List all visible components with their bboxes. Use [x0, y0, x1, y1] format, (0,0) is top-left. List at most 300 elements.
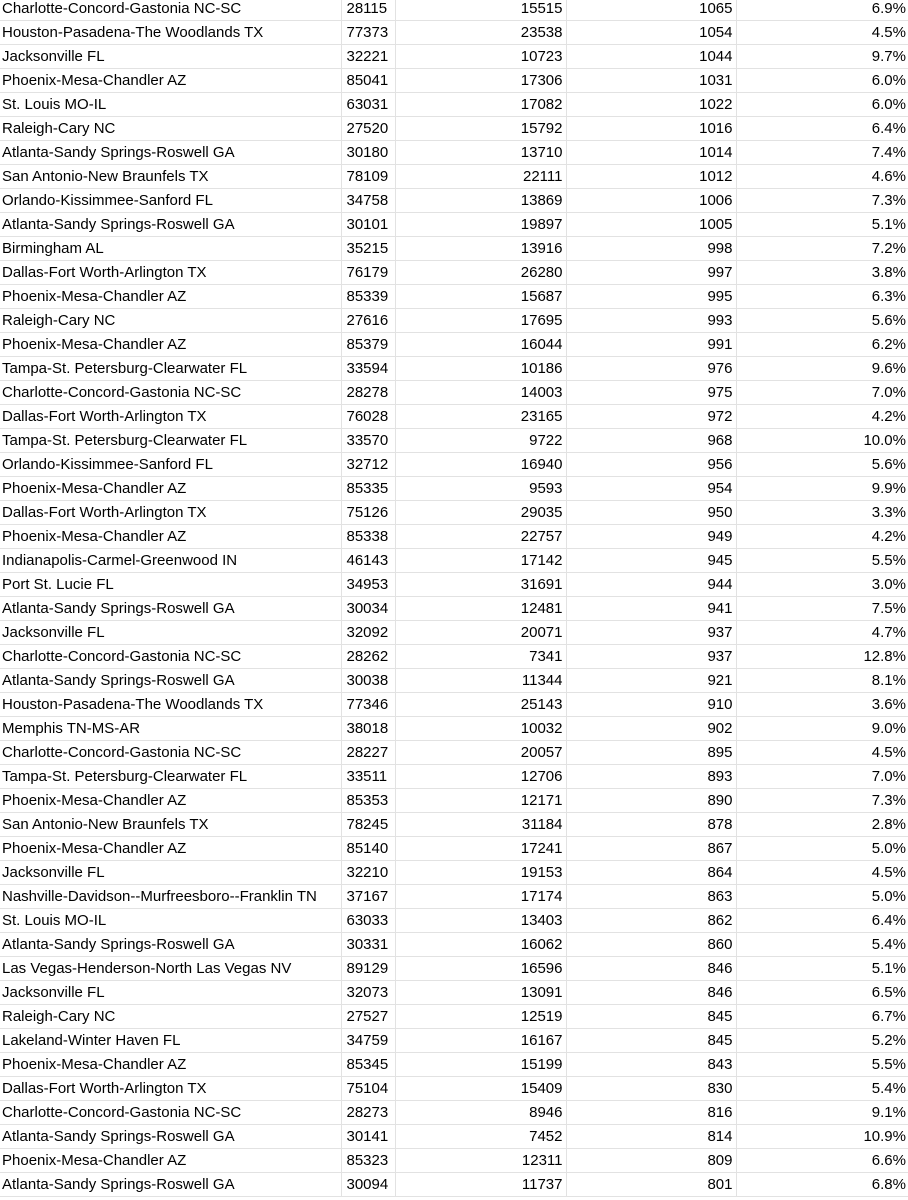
zip-code-cell[interactable]: 85338: [341, 525, 395, 549]
value-b-cell[interactable]: 902: [566, 717, 736, 741]
metro-area-cell[interactable]: Phoenix-Mesa-Chandler AZ: [0, 1053, 341, 1077]
metro-area-cell[interactable]: Dallas-Fort Worth-Arlington TX: [0, 261, 341, 285]
value-a-cell[interactable]: 13403: [395, 909, 566, 933]
zip-code-cell[interactable]: 85041: [341, 69, 395, 93]
table-row: [0, 117, 908, 141]
value-b-cell[interactable]: 863: [566, 885, 736, 909]
zip-code-cell[interactable]: 63033: [341, 909, 395, 933]
zip-code-cell[interactable]: 30038: [341, 669, 395, 693]
value-a-cell[interactable]: 13091: [395, 981, 566, 1005]
value-b-cell[interactable]: 1022: [566, 93, 736, 117]
metro-area-cell[interactable]: Atlanta-Sandy Springs-Roswell GA: [0, 933, 341, 957]
value-a-cell[interactable]: 17142: [395, 549, 566, 573]
metro-area-cell[interactable]: Memphis TN-MS-AR: [0, 717, 341, 741]
zip-code-cell[interactable]: 28273: [341, 1101, 395, 1125]
table-row: [0, 165, 908, 189]
value-a-cell[interactable]: 16044: [395, 333, 566, 357]
percent-cell[interactable]: 3.0%: [736, 573, 908, 597]
zip-code-cell[interactable]: 77346: [341, 693, 395, 717]
value-a-cell[interactable]: 15515: [395, 0, 566, 21]
value-b-cell[interactable]: 949: [566, 525, 736, 549]
metro-area-cell[interactable]: Houston-Pasadena-The Woodlands TX: [0, 693, 341, 717]
percent-cell[interactable]: 7.0%: [736, 381, 908, 405]
table-row: [0, 1053, 908, 1077]
value-b-cell[interactable]: 878: [566, 813, 736, 837]
percent-cell[interactable]: 9.9%: [736, 477, 908, 501]
metro-area-cell[interactable]: Phoenix-Mesa-Chandler AZ: [0, 789, 341, 813]
percent-cell[interactable]: 7.0%: [736, 765, 908, 789]
value-a-cell[interactable]: 29035: [395, 501, 566, 525]
value-a-cell[interactable]: 19897: [395, 213, 566, 237]
percent-cell[interactable]: 5.5%: [736, 549, 908, 573]
value-b-cell[interactable]: 843: [566, 1053, 736, 1077]
percent-cell[interactable]: 9.7%: [736, 45, 908, 69]
value-b-cell[interactable]: 998: [566, 237, 736, 261]
table-row: [0, 21, 908, 45]
zip-code-cell[interactable]: 85140: [341, 837, 395, 861]
table-row: [0, 1125, 908, 1149]
metro-area-cell[interactable]: Tampa-St. Petersburg-Clearwater FL: [0, 429, 341, 453]
metro-area-cell[interactable]: Orlando-Kissimmee-Sanford FL: [0, 453, 341, 477]
table-row: [0, 525, 908, 549]
table-row: [0, 789, 908, 813]
percent-cell[interactable]: 6.6%: [736, 1149, 908, 1173]
zip-code-cell[interactable]: 37167: [341, 885, 395, 909]
value-b-cell[interactable]: 954: [566, 477, 736, 501]
zip-code-cell[interactable]: 78245: [341, 813, 395, 837]
value-b-cell[interactable]: 895: [566, 741, 736, 765]
metro-area-cell[interactable]: Dallas-Fort Worth-Arlington TX: [0, 405, 341, 429]
percent-cell[interactable]: 4.5%: [736, 741, 908, 765]
percent-cell[interactable]: 10.0%: [736, 429, 908, 453]
value-a-cell[interactable]: 16596: [395, 957, 566, 981]
value-b-cell[interactable]: 845: [566, 1005, 736, 1029]
value-b-cell[interactable]: 997: [566, 261, 736, 285]
metro-area-cell[interactable]: Birmingham AL: [0, 237, 341, 261]
value-a-cell[interactable]: 22111: [395, 165, 566, 189]
percent-cell[interactable]: 9.1%: [736, 1101, 908, 1125]
percent-cell[interactable]: 7.3%: [736, 189, 908, 213]
table-row: [0, 1101, 908, 1125]
metro-area-cell[interactable]: Tampa-St. Petersburg-Clearwater FL: [0, 765, 341, 789]
zip-code-cell[interactable]: 28278: [341, 381, 395, 405]
metro-area-cell[interactable]: Houston-Pasadena-The Woodlands TX: [0, 21, 341, 45]
zip-code-cell[interactable]: 35215: [341, 237, 395, 261]
value-a-cell[interactable]: 15792: [395, 117, 566, 141]
table-row: [0, 453, 908, 477]
metro-area-cell[interactable]: Atlanta-Sandy Springs-Roswell GA: [0, 1125, 341, 1149]
table-row: [0, 597, 908, 621]
table-row: [0, 741, 908, 765]
metro-area-cell[interactable]: Phoenix-Mesa-Chandler AZ: [0, 1149, 341, 1173]
percent-cell[interactable]: 6.8%: [736, 1173, 908, 1197]
metro-area-cell[interactable]: Charlotte-Concord-Gastonia NC-SC: [0, 1101, 341, 1125]
zip-code-cell[interactable]: 34758: [341, 189, 395, 213]
percent-cell[interactable]: 7.5%: [736, 597, 908, 621]
table-row: [0, 1173, 908, 1197]
value-a-cell[interactable]: 10032: [395, 717, 566, 741]
table-row: [0, 405, 908, 429]
value-b-cell[interactable]: 864: [566, 861, 736, 885]
table-row: [0, 981, 908, 1005]
zip-code-cell[interactable]: 34759: [341, 1029, 395, 1053]
percent-cell[interactable]: 6.9%: [736, 0, 908, 21]
value-b-cell[interactable]: 1014: [566, 141, 736, 165]
value-a-cell[interactable]: 13869: [395, 189, 566, 213]
metro-area-cell[interactable]: Las Vegas-Henderson-North Las Vegas NV: [0, 957, 341, 981]
table-row: [0, 813, 908, 837]
zip-code-cell[interactable]: 32073: [341, 981, 395, 1005]
value-b-cell[interactable]: 801: [566, 1173, 736, 1197]
value-b-cell[interactable]: 950: [566, 501, 736, 525]
value-a-cell[interactable]: 19153: [395, 861, 566, 885]
table-row: [0, 669, 908, 693]
metro-area-cell[interactable]: St. Louis MO-IL: [0, 93, 341, 117]
value-b-cell[interactable]: 867: [566, 837, 736, 861]
value-a-cell[interactable]: 17082: [395, 93, 566, 117]
zip-code-cell[interactable]: 30034: [341, 597, 395, 621]
value-a-cell[interactable]: 16940: [395, 453, 566, 477]
value-b-cell[interactable]: 956: [566, 453, 736, 477]
value-b-cell[interactable]: 1012: [566, 165, 736, 189]
value-b-cell[interactable]: 975: [566, 381, 736, 405]
table-row: [0, 861, 908, 885]
percent-cell[interactable]: 6.0%: [736, 93, 908, 117]
value-a-cell[interactable]: 23538: [395, 21, 566, 45]
table-row: [0, 0, 908, 21]
zip-code-cell[interactable]: 34953: [341, 573, 395, 597]
zip-code-cell[interactable]: 30101: [341, 213, 395, 237]
metro-area-cell[interactable]: Jacksonville FL: [0, 45, 341, 69]
metro-area-cell[interactable]: Raleigh-Cary NC: [0, 117, 341, 141]
value-b-cell[interactable]: 993: [566, 309, 736, 333]
percent-cell[interactable]: 6.0%: [736, 69, 908, 93]
table-row: [0, 765, 908, 789]
percent-cell[interactable]: 5.4%: [736, 933, 908, 957]
value-b-cell[interactable]: 846: [566, 957, 736, 981]
metro-area-cell[interactable]: Lakeland-Winter Haven FL: [0, 1029, 341, 1053]
value-a-cell[interactable]: 9593: [395, 477, 566, 501]
percent-cell[interactable]: 3.3%: [736, 501, 908, 525]
table-row: [0, 909, 908, 933]
zip-code-cell[interactable]: 30094: [341, 1173, 395, 1197]
value-b-cell[interactable]: 816: [566, 1101, 736, 1125]
percent-cell[interactable]: 3.6%: [736, 693, 908, 717]
percent-cell[interactable]: 4.2%: [736, 405, 908, 429]
table-row: [0, 285, 908, 309]
value-a-cell[interactable]: 25143: [395, 693, 566, 717]
percent-cell[interactable]: 6.5%: [736, 981, 908, 1005]
metro-area-cell[interactable]: Charlotte-Concord-Gastonia NC-SC: [0, 381, 341, 405]
percent-cell[interactable]: 4.5%: [736, 861, 908, 885]
metro-area-cell[interactable]: Raleigh-Cary NC: [0, 309, 341, 333]
metro-area-cell[interactable]: Nashville-Davidson--Murfreesboro--Franklin TN: [0, 885, 341, 909]
zip-code-cell[interactable]: 30331: [341, 933, 395, 957]
table-row: [0, 1029, 908, 1053]
metro-area-cell[interactable]: Charlotte-Concord-Gastonia NC-SC: [0, 741, 341, 765]
percent-cell[interactable]: 5.1%: [736, 213, 908, 237]
metro-area-cell[interactable]: Tampa-St. Petersburg-Clearwater FL: [0, 357, 341, 381]
table-row: [0, 477, 908, 501]
value-a-cell[interactable]: 20057: [395, 741, 566, 765]
percent-cell[interactable]: 2.8%: [736, 813, 908, 837]
value-b-cell[interactable]: 860: [566, 933, 736, 957]
zip-code-cell[interactable]: 33511: [341, 765, 395, 789]
value-a-cell[interactable]: 23165: [395, 405, 566, 429]
value-b-cell[interactable]: 1005: [566, 213, 736, 237]
value-a-cell[interactable]: 16167: [395, 1029, 566, 1053]
table-row: [0, 237, 908, 261]
value-a-cell[interactable]: 14003: [395, 381, 566, 405]
metro-area-cell[interactable]: Charlotte-Concord-Gastonia NC-SC: [0, 0, 341, 21]
value-a-cell[interactable]: 7341: [395, 645, 566, 669]
value-a-cell[interactable]: 17174: [395, 885, 566, 909]
metro-area-cell[interactable]: Port St. Lucie FL: [0, 573, 341, 597]
value-a-cell[interactable]: 15687: [395, 285, 566, 309]
zip-code-cell[interactable]: 85379: [341, 333, 395, 357]
value-a-cell[interactable]: 12519: [395, 1005, 566, 1029]
percent-cell[interactable]: 4.6%: [736, 165, 908, 189]
metro-area-cell[interactable]: Jacksonville FL: [0, 621, 341, 645]
zip-code-cell[interactable]: 85335: [341, 477, 395, 501]
zip-code-cell[interactable]: 78109: [341, 165, 395, 189]
percent-cell[interactable]: 5.0%: [736, 837, 908, 861]
value-a-cell[interactable]: 10723: [395, 45, 566, 69]
value-a-cell[interactable]: 31184: [395, 813, 566, 837]
percent-cell[interactable]: 6.4%: [736, 117, 908, 141]
value-a-cell[interactable]: 17306: [395, 69, 566, 93]
metro-area-cell[interactable]: Phoenix-Mesa-Chandler AZ: [0, 525, 341, 549]
table-row: [0, 573, 908, 597]
table-row: [0, 693, 908, 717]
table-row: [0, 381, 908, 405]
zip-code-cell[interactable]: 27616: [341, 309, 395, 333]
metro-area-cell[interactable]: Atlanta-Sandy Springs-Roswell GA: [0, 597, 341, 621]
percent-cell[interactable]: 5.6%: [736, 453, 908, 477]
table-row: [0, 261, 908, 285]
value-a-cell[interactable]: 7452: [395, 1125, 566, 1149]
value-b-cell[interactable]: 1016: [566, 117, 736, 141]
value-a-cell[interactable]: 31691: [395, 573, 566, 597]
metro-area-cell[interactable]: Jacksonville FL: [0, 861, 341, 885]
metro-area-cell[interactable]: Indianapolis-Carmel-Greenwood IN: [0, 549, 341, 573]
zip-code-cell[interactable]: 30180: [341, 141, 395, 165]
value-b-cell[interactable]: 1031: [566, 69, 736, 93]
percent-cell[interactable]: 5.1%: [736, 957, 908, 981]
percent-cell[interactable]: 4.7%: [736, 621, 908, 645]
table-row: [0, 93, 908, 117]
table-row: [0, 141, 908, 165]
value-b-cell[interactable]: 890: [566, 789, 736, 813]
metro-area-cell[interactable]: San Antonio-New Braunfels TX: [0, 813, 341, 837]
value-a-cell[interactable]: 17695: [395, 309, 566, 333]
percent-cell[interactable]: 9.0%: [736, 717, 908, 741]
zip-code-cell[interactable]: 75126: [341, 501, 395, 525]
percent-cell[interactable]: 4.5%: [736, 21, 908, 45]
zip-code-cell[interactable]: 28115: [341, 0, 395, 21]
percent-cell[interactable]: 6.3%: [736, 285, 908, 309]
table-row: [0, 357, 908, 381]
metro-area-cell[interactable]: St. Louis MO-IL: [0, 909, 341, 933]
value-a-cell[interactable]: 10186: [395, 357, 566, 381]
zip-code-cell[interactable]: 38018: [341, 717, 395, 741]
zip-code-cell[interactable]: 46143: [341, 549, 395, 573]
value-b-cell[interactable]: 809: [566, 1149, 736, 1173]
metro-area-cell[interactable]: Jacksonville FL: [0, 981, 341, 1005]
metro-area-cell[interactable]: Phoenix-Mesa-Chandler AZ: [0, 333, 341, 357]
zip-code-cell[interactable]: 32092: [341, 621, 395, 645]
table-row: [0, 885, 908, 909]
metro-area-cell[interactable]: Atlanta-Sandy Springs-Roswell GA: [0, 213, 341, 237]
metro-area-cell[interactable]: Dallas-Fort Worth-Arlington TX: [0, 501, 341, 525]
metro-area-cell[interactable]: Orlando-Kissimmee-Sanford FL: [0, 189, 341, 213]
percent-cell[interactable]: 7.3%: [736, 789, 908, 813]
table-row: [0, 645, 908, 669]
value-b-cell[interactable]: 1054: [566, 21, 736, 45]
value-b-cell[interactable]: 814: [566, 1125, 736, 1149]
value-a-cell[interactable]: 8946: [395, 1101, 566, 1125]
metro-area-cell[interactable]: Phoenix-Mesa-Chandler AZ: [0, 285, 341, 309]
zip-code-cell[interactable]: 28227: [341, 741, 395, 765]
table-row: [0, 189, 908, 213]
value-a-cell[interactable]: 13710: [395, 141, 566, 165]
value-a-cell[interactable]: 12706: [395, 765, 566, 789]
zip-code-cell[interactable]: 76179: [341, 261, 395, 285]
value-b-cell[interactable]: 893: [566, 765, 736, 789]
value-a-cell[interactable]: 9722: [395, 429, 566, 453]
metro-area-cell[interactable]: Phoenix-Mesa-Chandler AZ: [0, 837, 341, 861]
value-b-cell[interactable]: 1006: [566, 189, 736, 213]
value-a-cell[interactable]: 12311: [395, 1149, 566, 1173]
metro-area-cell[interactable]: Atlanta-Sandy Springs-Roswell GA: [0, 1173, 341, 1197]
metro-area-cell[interactable]: Phoenix-Mesa-Chandler AZ: [0, 69, 341, 93]
percent-cell[interactable]: 5.2%: [736, 1029, 908, 1053]
value-a-cell[interactable]: 26280: [395, 261, 566, 285]
zip-code-cell[interactable]: 28262: [341, 645, 395, 669]
value-a-cell[interactable]: 15409: [395, 1077, 566, 1101]
table-row: [0, 1149, 908, 1173]
table-row: [0, 621, 908, 645]
percent-cell[interactable]: 5.6%: [736, 309, 908, 333]
zip-code-cell[interactable]: 85353: [341, 789, 395, 813]
value-b-cell[interactable]: 846: [566, 981, 736, 1005]
value-b-cell[interactable]: 845: [566, 1029, 736, 1053]
zip-code-cell[interactable]: 33570: [341, 429, 395, 453]
value-b-cell[interactable]: 941: [566, 597, 736, 621]
zip-code-cell[interactable]: 75104: [341, 1077, 395, 1101]
metro-area-cell[interactable]: Charlotte-Concord-Gastonia NC-SC: [0, 645, 341, 669]
zip-code-cell[interactable]: 85323: [341, 1149, 395, 1173]
percent-cell[interactable]: 7.2%: [736, 237, 908, 261]
percent-cell[interactable]: 10.9%: [736, 1125, 908, 1149]
percent-cell[interactable]: 4.2%: [736, 525, 908, 549]
value-b-cell[interactable]: 1065: [566, 0, 736, 21]
percent-cell[interactable]: 5.0%: [736, 885, 908, 909]
percent-cell[interactable]: 3.8%: [736, 261, 908, 285]
zip-code-cell[interactable]: 32712: [341, 453, 395, 477]
zip-code-cell[interactable]: 63031: [341, 93, 395, 117]
value-a-cell[interactable]: 20071: [395, 621, 566, 645]
zip-code-cell[interactable]: 27527: [341, 1005, 395, 1029]
table-row: [0, 957, 908, 981]
percent-cell[interactable]: 8.1%: [736, 669, 908, 693]
value-b-cell[interactable]: 1044: [566, 45, 736, 69]
zip-code-cell[interactable]: 30141: [341, 1125, 395, 1149]
zip-code-cell[interactable]: 32221: [341, 45, 395, 69]
percent-cell[interactable]: 6.4%: [736, 909, 908, 933]
value-b-cell[interactable]: 995: [566, 285, 736, 309]
value-b-cell[interactable]: 862: [566, 909, 736, 933]
table-row: [0, 501, 908, 525]
table-row: [0, 933, 908, 957]
value-b-cell[interactable]: 937: [566, 645, 736, 669]
value-a-cell[interactable]: 16062: [395, 933, 566, 957]
zip-code-cell[interactable]: 85339: [341, 285, 395, 309]
percent-cell[interactable]: 9.6%: [736, 357, 908, 381]
value-b-cell[interactable]: 830: [566, 1077, 736, 1101]
percent-cell[interactable]: 5.4%: [736, 1077, 908, 1101]
value-a-cell[interactable]: 15199: [395, 1053, 566, 1077]
value-a-cell[interactable]: 12481: [395, 597, 566, 621]
value-b-cell[interactable]: 972: [566, 405, 736, 429]
value-b-cell[interactable]: 944: [566, 573, 736, 597]
zip-code-cell[interactable]: 27520: [341, 117, 395, 141]
value-b-cell[interactable]: 910: [566, 693, 736, 717]
value-a-cell[interactable]: 22757: [395, 525, 566, 549]
percent-cell[interactable]: 5.5%: [736, 1053, 908, 1077]
metro-area-cell[interactable]: Atlanta-Sandy Springs-Roswell GA: [0, 669, 341, 693]
zip-code-cell[interactable]: 85345: [341, 1053, 395, 1077]
value-a-cell[interactable]: 11344: [395, 669, 566, 693]
metro-area-cell[interactable]: San Antonio-New Braunfels TX: [0, 165, 341, 189]
value-b-cell[interactable]: 991: [566, 333, 736, 357]
percent-cell[interactable]: 12.8%: [736, 645, 908, 669]
metro-area-cell[interactable]: Phoenix-Mesa-Chandler AZ: [0, 477, 341, 501]
percent-cell[interactable]: 7.4%: [736, 141, 908, 165]
value-a-cell[interactable]: 13916: [395, 237, 566, 261]
value-b-cell[interactable]: 937: [566, 621, 736, 645]
zip-code-cell[interactable]: 77373: [341, 21, 395, 45]
value-b-cell[interactable]: 945: [566, 549, 736, 573]
metro-area-cell[interactable]: Dallas-Fort Worth-Arlington TX: [0, 1077, 341, 1101]
metro-area-cell[interactable]: Atlanta-Sandy Springs-Roswell GA: [0, 141, 341, 165]
zip-code-cell[interactable]: 33594: [341, 357, 395, 381]
zip-code-cell[interactable]: 32210: [341, 861, 395, 885]
table-row: [0, 45, 908, 69]
table-row: [0, 549, 908, 573]
value-a-cell[interactable]: 11737: [395, 1173, 566, 1197]
value-a-cell[interactable]: 12171: [395, 789, 566, 813]
value-b-cell[interactable]: 921: [566, 669, 736, 693]
table-row: [0, 309, 908, 333]
table-row: [0, 333, 908, 357]
percent-cell[interactable]: 6.7%: [736, 1005, 908, 1029]
table-row: [0, 213, 908, 237]
metro-area-cell[interactable]: Raleigh-Cary NC: [0, 1005, 341, 1029]
table-row: [0, 717, 908, 741]
table-row: [0, 1005, 908, 1029]
value-a-cell[interactable]: 17241: [395, 837, 566, 861]
value-b-cell[interactable]: 976: [566, 357, 736, 381]
percent-cell[interactable]: 6.2%: [736, 333, 908, 357]
table-row: [0, 69, 908, 93]
table-row: [0, 837, 908, 861]
zip-code-cell[interactable]: 89129: [341, 957, 395, 981]
table-row: [0, 429, 908, 453]
table-row: [0, 1077, 908, 1101]
zip-code-cell[interactable]: 76028: [341, 405, 395, 429]
value-b-cell[interactable]: 968: [566, 429, 736, 453]
